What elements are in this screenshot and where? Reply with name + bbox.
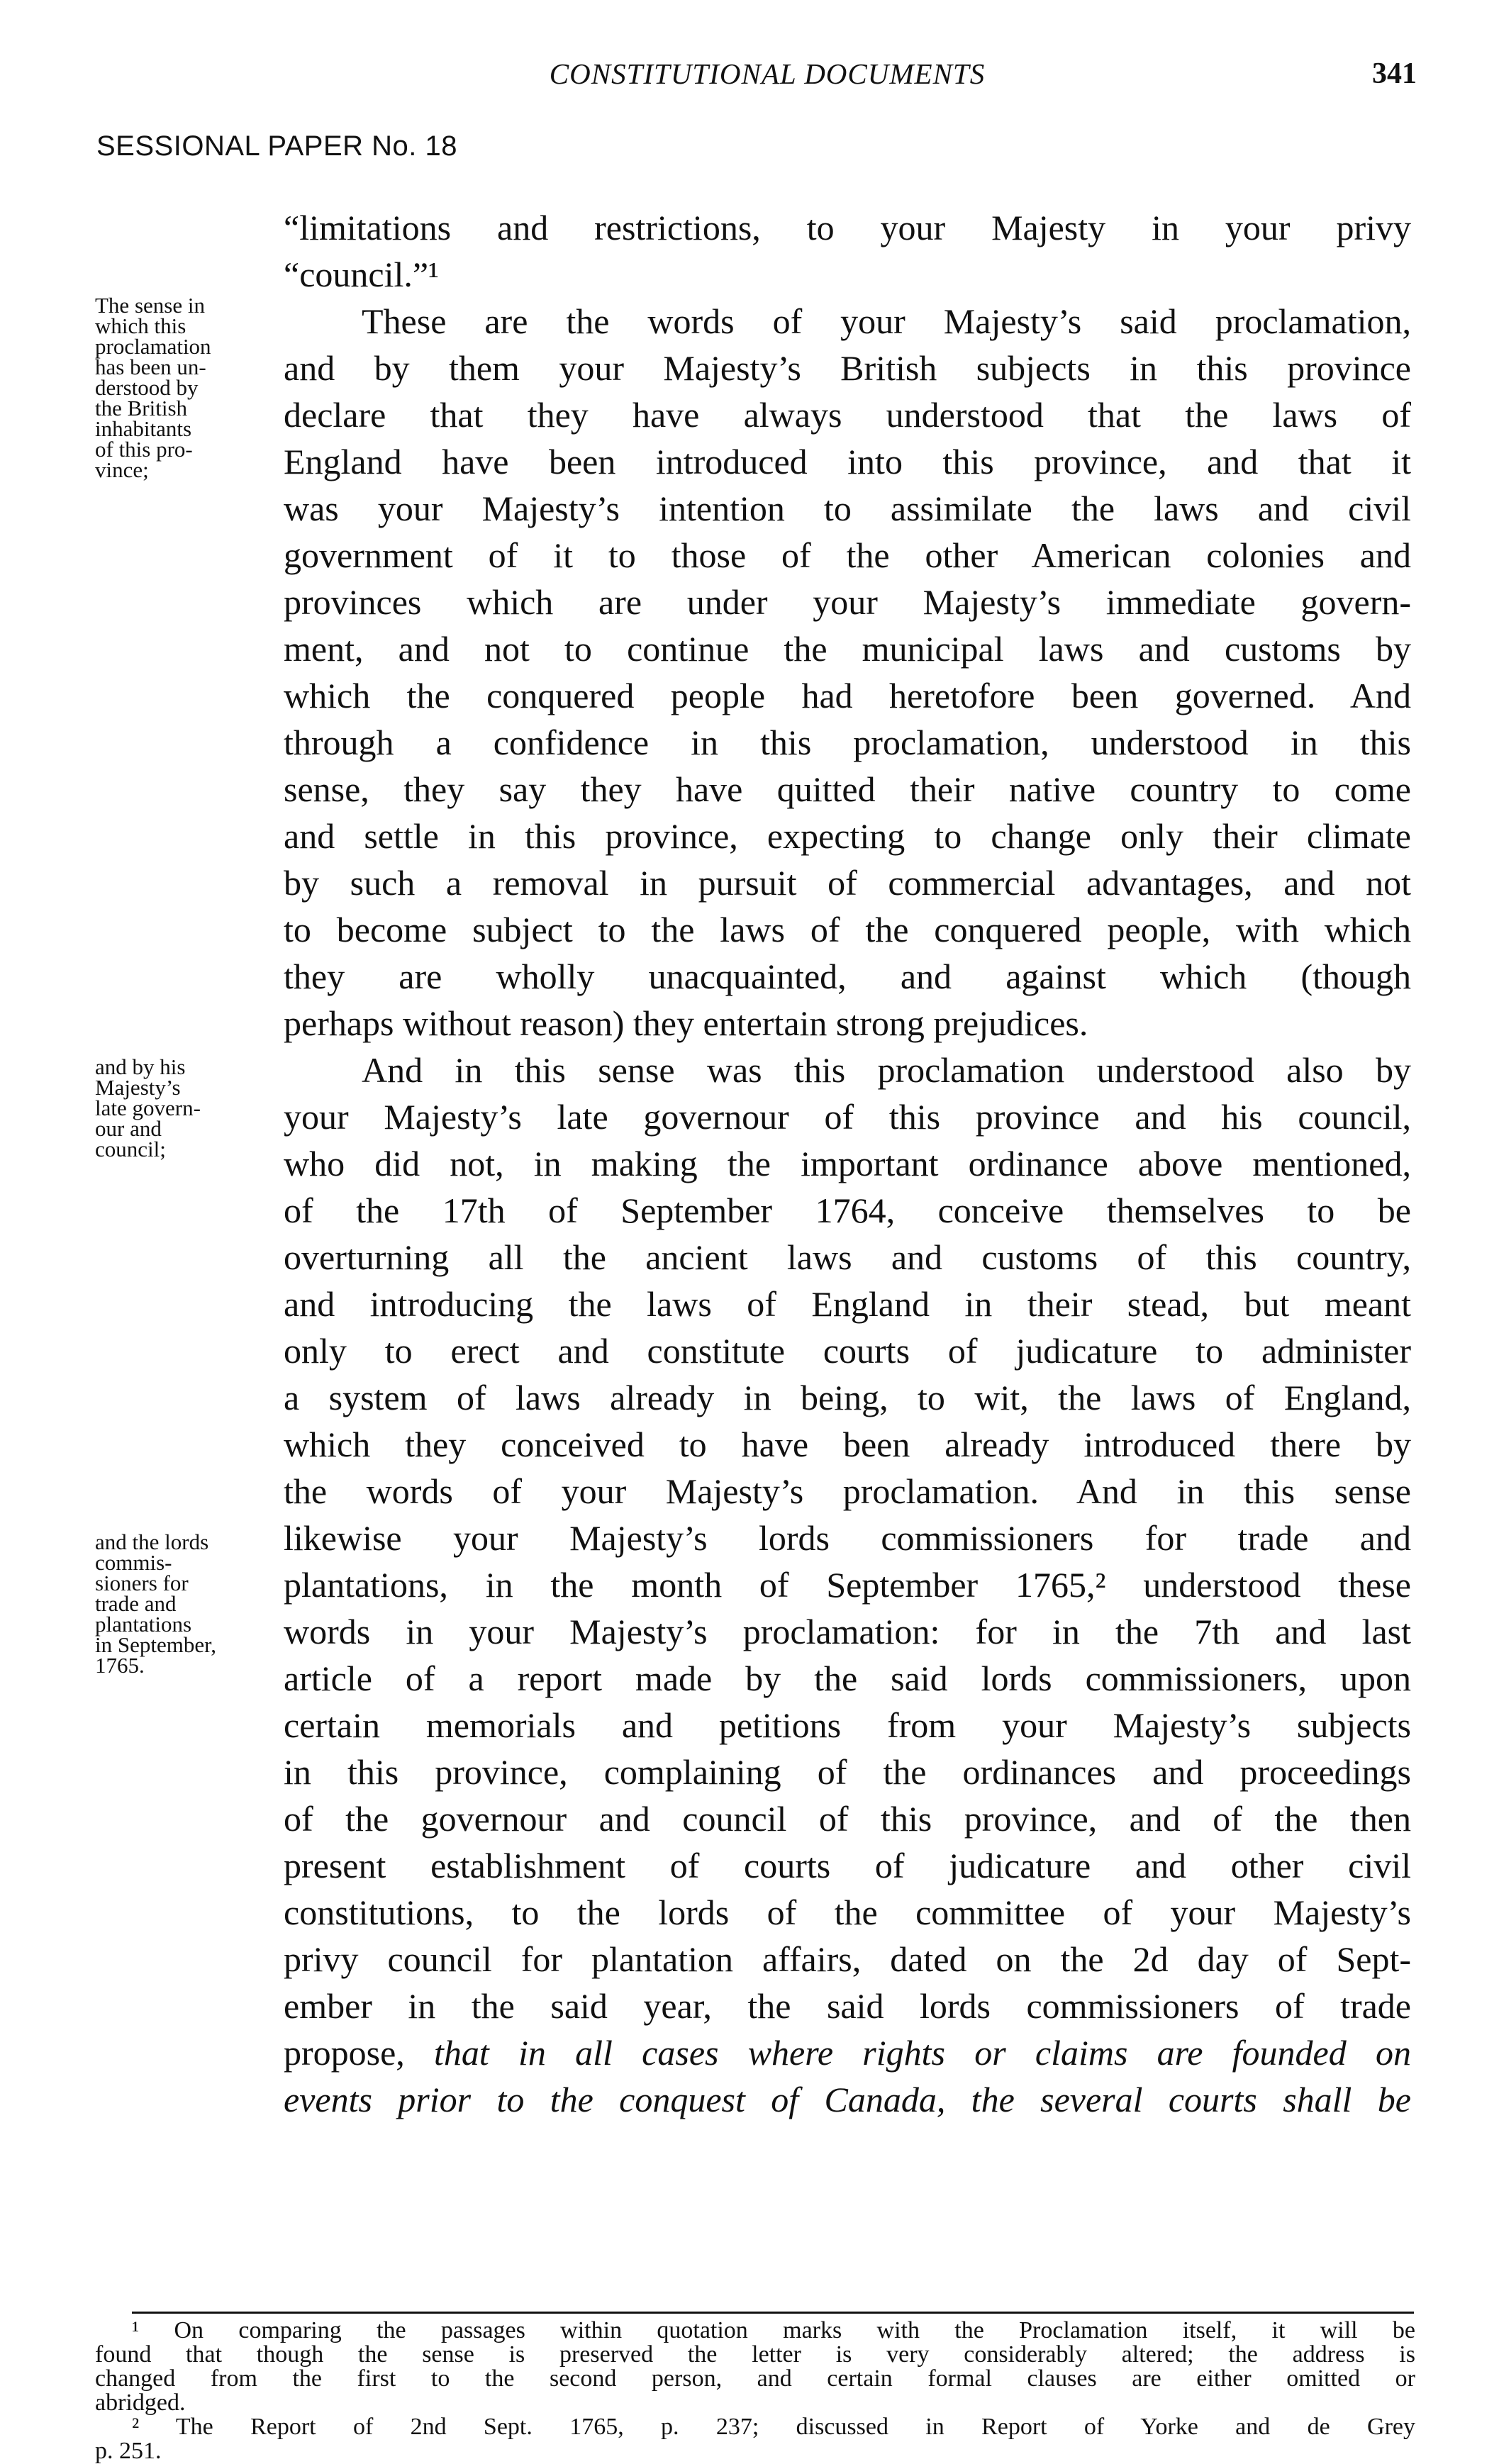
body-line bbox=[284, 906, 1411, 953]
sidenote-line: sioners for bbox=[95, 1571, 189, 1595]
body-line bbox=[284, 1234, 1411, 1281]
body-line bbox=[284, 579, 1411, 625]
sidenote-line: council; bbox=[95, 1137, 166, 1161]
body-line bbox=[284, 1889, 1411, 1936]
body-line-text: present establishment of courts of judicature and other civil bbox=[284, 1846, 1411, 1885]
body-line bbox=[284, 1936, 1411, 1983]
body-line-text: provinces which are under your Majesty’s immediate govern- bbox=[284, 582, 1411, 622]
sidenote-line: plantations bbox=[95, 1612, 192, 1637]
body-line bbox=[284, 1093, 1411, 1140]
body-line-text: perhaps without reason) they entertain strong prejudices. bbox=[284, 1003, 1088, 1043]
body-line-text: words in your Majesty’s proclamation: for in the 7th and last bbox=[284, 1612, 1411, 1651]
body-line-text: likewise your Majesty’s lords commissioners for trade and bbox=[284, 1518, 1411, 1558]
sidenote bbox=[95, 295, 278, 480]
body-line-text: by such a removal in pursuit of commercial advantages, and not bbox=[284, 863, 1411, 903]
sidenote-line: 1765. bbox=[95, 1653, 145, 1678]
body-line-text: which they conceived to have been already introduced there by bbox=[284, 1425, 1411, 1464]
body-line-text: “council.”¹ bbox=[284, 255, 440, 294]
body-line bbox=[284, 1187, 1411, 1234]
sidenote-line: which this bbox=[95, 313, 186, 338]
body-line-text: your Majesty’s late governour of this province and his council, bbox=[284, 1097, 1411, 1137]
running-title: CONSTITUTIONAL DOCUMENTS bbox=[549, 57, 986, 90]
body-line bbox=[284, 813, 1411, 859]
body-line-text: through a confidence in this proclamation, understood in this bbox=[284, 723, 1411, 762]
body-line bbox=[284, 1468, 1411, 1515]
body-line bbox=[284, 1655, 1411, 1702]
sidenote-line: has been un- bbox=[95, 355, 206, 379]
body-line bbox=[284, 672, 1411, 719]
body-line-text: of the governour and council of this province, and of the then bbox=[284, 1799, 1411, 1839]
body-line bbox=[284, 1608, 1411, 1655]
body-line bbox=[284, 1515, 1411, 1561]
body-line-text: propose, bbox=[284, 2033, 435, 2073]
footnote-line: found that though the sense is preserved the letter is very considerably altered; the address is bbox=[95, 2341, 1415, 2368]
footnote-line: abridged. bbox=[95, 2390, 186, 2416]
body-line-text: ment, and not to continue the municipal laws and customs by bbox=[284, 629, 1411, 669]
body-line bbox=[284, 1421, 1411, 1468]
body-line bbox=[284, 1749, 1411, 1795]
sidenote bbox=[95, 1054, 278, 1161]
body-line bbox=[284, 1327, 1411, 1374]
body-line-text: and by them your Majesty’s British subjects in this province bbox=[284, 348, 1411, 388]
body-line-text: and introducing the laws of England in their stead, but meant bbox=[284, 1284, 1411, 1324]
sidenote-line: the British bbox=[95, 396, 188, 420]
body-line-text: overturning all the ancient laws and customs of this country, bbox=[284, 1237, 1411, 1277]
body-line bbox=[284, 1000, 1411, 1047]
body-line bbox=[284, 345, 1411, 391]
page-number: 341 bbox=[1372, 57, 1417, 90]
body-line bbox=[284, 2076, 1411, 2123]
body-text bbox=[284, 204, 1411, 2123]
body-line bbox=[284, 1281, 1411, 1327]
body-line bbox=[284, 391, 1411, 438]
body-line-text: was your Majesty’s intention to assimilate the laws and civil bbox=[284, 489, 1411, 528]
body-line bbox=[284, 1374, 1411, 1421]
body-line-text: they are wholly unacquainted, and against which (though bbox=[284, 957, 1411, 996]
body-line-text: declare that they have always understood that the laws of bbox=[284, 395, 1411, 435]
body-line-text: article of a report made by the said lords commissioners, upon bbox=[284, 1659, 1411, 1698]
body-line bbox=[284, 2029, 1411, 2076]
footnote-line: ¹ On comparing the passages within quotation marks with the Proclamation itself, it will be bbox=[132, 2317, 1415, 2343]
body-line-text: a system of laws already in being, to wit, the laws of England, bbox=[284, 1378, 1411, 1417]
footnote-line: changed from the first to the second person, and certain formal clauses are either omitted or bbox=[95, 2365, 1415, 2392]
body-line-text: England have been introduced into this province, and that it bbox=[284, 442, 1411, 481]
sidenote-line: our and bbox=[95, 1116, 162, 1141]
body-line-text: ember in the said year, the said lords commissioners of trade bbox=[284, 1986, 1411, 2026]
sidenote-line: and by his bbox=[95, 1054, 186, 1079]
body-line bbox=[284, 1047, 1411, 1093]
body-line-text: constitutions, to the lords of the committee of your Majesty’s bbox=[284, 1892, 1411, 1932]
body-line bbox=[284, 204, 1411, 251]
body-line bbox=[284, 485, 1411, 532]
body-line-text: and settle in this province, expecting to change only their climate bbox=[284, 816, 1411, 856]
body-line bbox=[284, 1702, 1411, 1749]
body-line-text: the words of your Majesty’s proclamation. And in this sense bbox=[284, 1471, 1411, 1511]
body-line bbox=[284, 1140, 1411, 1187]
sidenote-line: in September, bbox=[95, 1632, 216, 1657]
body-line bbox=[284, 438, 1411, 485]
body-line-text: “limitations and restrictions, to your Majesty in your privy bbox=[284, 208, 1411, 247]
footnote-line: ² The Report of 2nd Sept. 1765, p. 237; discussed in Report of Yorke and de Grey bbox=[132, 2414, 1415, 2440]
body-line-italic: that in all cases where rights or claims are founded on bbox=[434, 2033, 1411, 2073]
body-line-text: certain memorials and petitions from your Majesty’s subjects bbox=[284, 1705, 1411, 1745]
sessional-paper-label: SESSIONAL PAPER No. 18 bbox=[96, 130, 457, 162]
sidenote-line: and the lords bbox=[95, 1529, 209, 1554]
sidenote-line: Majesty’s bbox=[95, 1075, 181, 1100]
body-line bbox=[284, 298, 1411, 345]
body-line-text: government of it to those of the other American colonies and bbox=[284, 535, 1411, 575]
body-line-text: which the conquered people had heretofore been governed. And bbox=[284, 676, 1411, 715]
body-line bbox=[284, 251, 1411, 298]
body-line-text: who did not, in making the important ordinance above mentioned, bbox=[284, 1144, 1411, 1183]
body-line-text: These are the words of your Majesty’s said proclamation, bbox=[362, 301, 1411, 341]
body-line bbox=[284, 532, 1411, 579]
body-line bbox=[284, 625, 1411, 672]
body-line bbox=[284, 1795, 1411, 1842]
body-line bbox=[284, 953, 1411, 1000]
sidenote-line: The sense in bbox=[95, 293, 205, 318]
body-line-text: privy council for plantation affairs, dated on the 2d day of Sept- bbox=[284, 1939, 1411, 1979]
body-line-text: to become subject to the laws of the conquered people, with which bbox=[284, 910, 1411, 949]
body-line bbox=[284, 1842, 1411, 1889]
body-line bbox=[284, 719, 1411, 766]
body-line-text: in this province, complaining of the ordinances and proceedings bbox=[284, 1752, 1411, 1792]
footnote-line: p. 251. bbox=[95, 2438, 162, 2464]
body-line-text: only to erect and constitute courts of judicature to administer bbox=[284, 1331, 1411, 1371]
body-line bbox=[284, 1983, 1411, 2029]
body-line-text: of the 17th of September 1764, conceive themselves to be bbox=[284, 1191, 1411, 1230]
sidenote-line: vince; bbox=[95, 457, 149, 482]
sidenote bbox=[95, 1529, 278, 1678]
body-line bbox=[284, 1561, 1411, 1608]
sidenote-line: inhabitants bbox=[95, 416, 192, 441]
footnote-rule bbox=[132, 2312, 1414, 2314]
body-line bbox=[284, 766, 1411, 813]
sidenote-line: proclamation bbox=[95, 334, 211, 359]
footnotes bbox=[95, 2319, 1415, 2463]
body-line-italic: events prior to the conquest of Canada, the several courts shall be bbox=[284, 2080, 1411, 2119]
sidenote-line: late govern- bbox=[95, 1096, 201, 1120]
body-line-text: sense, they say they have quitted their native country to come bbox=[284, 769, 1411, 809]
sidenote-line: of this pro- bbox=[95, 437, 193, 462]
sidenote-line: derstood by bbox=[95, 375, 199, 400]
body-line-text: plantations, in the month of September 1765,² understood these bbox=[284, 1565, 1411, 1605]
body-line bbox=[284, 859, 1411, 906]
body-line-text: And in this sense was this proclamation understood also by bbox=[362, 1050, 1411, 1090]
sidenote-line: commis- bbox=[95, 1550, 172, 1575]
sidenote-line: trade and bbox=[95, 1591, 177, 1616]
